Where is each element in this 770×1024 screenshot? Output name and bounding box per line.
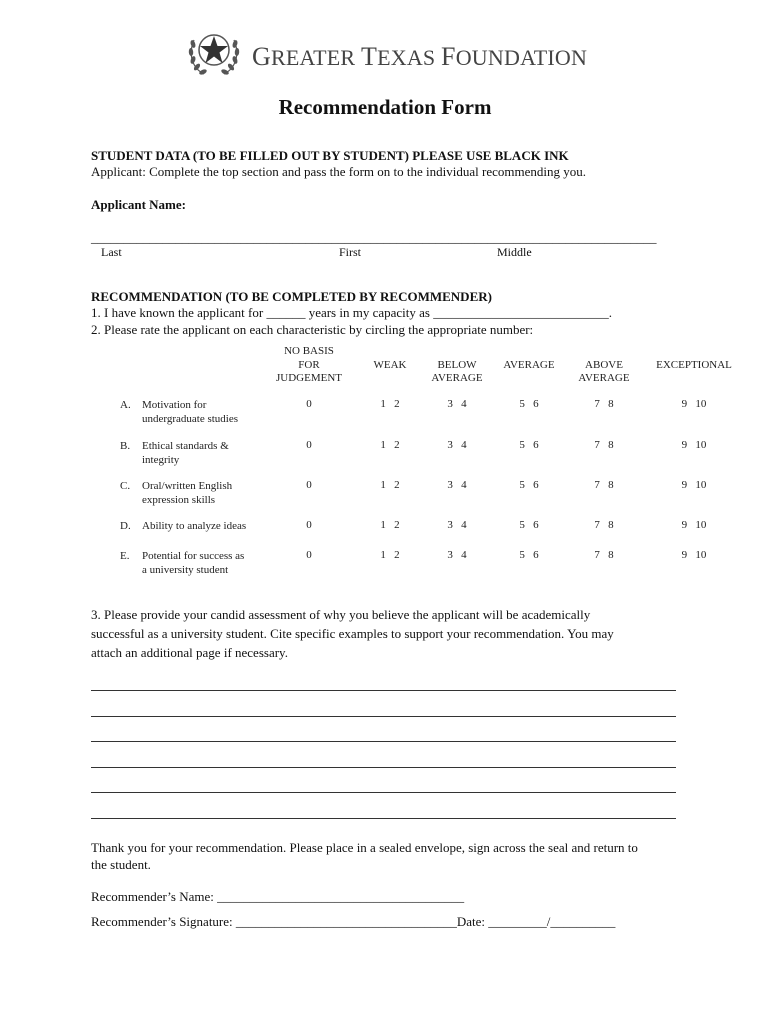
rating-column-header-line: AVERAGE	[503, 358, 555, 371]
rating-column-header-line: BELOW	[437, 358, 477, 371]
rating-row-label	[142, 479, 232, 507]
rating-score-option[interactable]: 5 6	[519, 549, 539, 561]
rating-row-label-line: expression skills	[142, 494, 216, 506]
rating-score-option[interactable]: 7 8	[594, 479, 614, 491]
org-name-word	[441, 42, 588, 71]
rating-row-letter: C.	[120, 480, 131, 492]
org-name-word	[252, 42, 356, 71]
assessment-answer-line[interactable]	[91, 716, 676, 717]
rating-column-header-line: AVERAGE	[578, 372, 630, 384]
rating-score-option[interactable]: 0	[306, 439, 312, 451]
student-instruction: Applicant: Complete the top section and pass the form on to the individual recommending you.	[91, 164, 586, 179]
assessment-answer-line[interactable]	[91, 690, 676, 691]
rating-score-option[interactable]: 9 10	[681, 479, 707, 491]
rating-row-label	[142, 439, 229, 467]
rating-column-header-line: WEAK	[373, 358, 407, 371]
rating-column-header-line: ABOVE	[585, 358, 623, 371]
rating-row-label-line: Motivation for	[142, 399, 207, 411]
page-title: Recommendation Form	[278, 95, 492, 119]
rating-row-label	[142, 549, 244, 577]
rating-score-option[interactable]: 9 10	[681, 398, 707, 410]
assessment-answer-line[interactable]	[91, 818, 676, 819]
rating-score-option[interactable]: 3 4	[447, 439, 467, 451]
org-name-word	[361, 42, 436, 71]
recommendation-section-heading: RECOMMENDATION (TO BE COMPLETED BY RECOMMENDER)	[91, 289, 492, 304]
rating-score-option[interactable]: 5 6	[519, 519, 539, 531]
rating-row-label-line: Ability to analyze ideas	[142, 520, 247, 532]
assessment-answer-line[interactable]	[91, 767, 676, 768]
rating-score-option[interactable]: 0	[306, 519, 312, 531]
rating-column-header	[564, 359, 644, 386]
applicant-name-label: Applicant Name:	[91, 197, 186, 212]
org-name-rest: OUNDATION	[455, 45, 588, 70]
rating-row-label-line: Oral/written English	[142, 480, 233, 492]
rating-column-header-line: EXCEPTIONAL	[656, 358, 732, 371]
rating-row-label-line: Ethical standards &	[142, 440, 229, 452]
rating-score-option[interactable]: 1 2	[380, 479, 400, 491]
rating-score-option[interactable]: 9 10	[681, 549, 707, 561]
name-part-last: Last	[101, 245, 122, 259]
rating-row-letter: E.	[120, 550, 130, 562]
rating-score-option[interactable]: 0	[306, 398, 312, 410]
known-applicant-item[interactable]: 1. I have known the applicant for ______ years in my capacity as ___________________________.	[91, 305, 612, 320]
rating-score-option[interactable]: 5 6	[519, 479, 539, 491]
name-part-first: First	[339, 245, 362, 259]
rating-score-option[interactable]: 1 2	[380, 398, 400, 410]
rating-row-label-line: integrity	[142, 454, 180, 466]
rating-row-label-line: undergraduate studies	[142, 413, 239, 425]
rating-column-header	[654, 359, 734, 373]
rating-score-option[interactable]: 1 2	[380, 519, 400, 531]
rating-score-option[interactable]: 0	[306, 549, 312, 561]
org-name-initial: T	[361, 42, 378, 71]
rating-row-letter: A.	[120, 399, 131, 411]
org-name	[252, 42, 587, 72]
rating-score-option[interactable]: 7 8	[594, 549, 614, 561]
recommender-name-field[interactable]: Recommender’s Name: ______________________________________	[91, 889, 465, 904]
rating-column-header	[417, 359, 497, 386]
rating-row-label-line: a university student	[142, 564, 229, 576]
rating-score-option[interactable]: 3 4	[447, 398, 467, 410]
rating-instruction: 2. Please rate the applicant on each characteristic by circling the appropriate number:	[91, 322, 534, 337]
rating-score-option[interactable]: 7 8	[594, 439, 614, 451]
rating-score-option[interactable]: 9 10	[681, 439, 707, 451]
rating-score-option[interactable]: 7 8	[594, 519, 614, 531]
rating-row-letter: D.	[120, 520, 131, 532]
rating-column-header-line: JUDGEMENT	[276, 372, 342, 384]
rating-row-label-line: Potential for success as	[142, 550, 245, 562]
closing-line-1: Thank you for your recommendation. Please place in a sealed envelope, sign across the seal and return to	[91, 840, 638, 855]
rating-row-letter: B.	[120, 440, 131, 452]
rating-row-label	[142, 519, 246, 533]
rating-score-option[interactable]: 9 10	[681, 519, 707, 531]
name-part-middle: Middle	[497, 245, 532, 259]
rating-row-label	[142, 398, 238, 426]
rating-column-header-line: AVERAGE	[431, 372, 483, 384]
rating-score-option[interactable]: 5 6	[519, 439, 539, 451]
star-wreath-icon	[186, 24, 242, 80]
org-name-initial: F	[441, 42, 456, 71]
rating-score-option[interactable]: 3 4	[447, 549, 467, 561]
assessment-line-3: attach an additional page if necessary.	[91, 645, 288, 660]
org-name-rest: REATER	[270, 45, 356, 70]
rating-score-option[interactable]: 1 2	[380, 439, 400, 451]
rating-column-header	[489, 359, 569, 373]
assessment-answer-line[interactable]	[91, 741, 676, 742]
assessment-line-2: successful as a university student. Cite specific examples to support your recommendation. You may	[91, 626, 614, 641]
rating-score-option[interactable]: 3 4	[447, 519, 467, 531]
org-logo	[186, 24, 242, 80]
assessment-line-1: 3. Please provide your candid assessment of why you believe the applicant will be academically	[91, 607, 591, 622]
org-name-rest: EXAS	[377, 45, 436, 70]
rating-score-option[interactable]: 1 2	[380, 549, 400, 561]
rating-column-header-line: FOR	[298, 358, 320, 371]
assessment-answer-line[interactable]	[91, 792, 676, 793]
rating-column-header	[269, 345, 349, 386]
closing-line-2: the student.	[91, 857, 151, 872]
rating-score-option[interactable]: 3 4	[447, 479, 467, 491]
recommender-signature-field[interactable]: Recommender’s Signature: __________________________________Date: _________/__________	[91, 914, 616, 929]
rating-score-option[interactable]: 7 8	[594, 398, 614, 410]
rating-column-header-line: NO BASIS	[284, 345, 334, 357]
rating-score-option[interactable]: 0	[306, 479, 312, 491]
rating-score-option[interactable]: 5 6	[519, 398, 539, 410]
student-section-heading: STUDENT DATA (TO BE FILLED OUT BY STUDENT) PLEASE USE BLACK INK	[91, 148, 569, 163]
applicant-name-line[interactable]: _______________________________________________________________________________________	[91, 230, 657, 245]
org-name-initial: G	[252, 42, 271, 71]
